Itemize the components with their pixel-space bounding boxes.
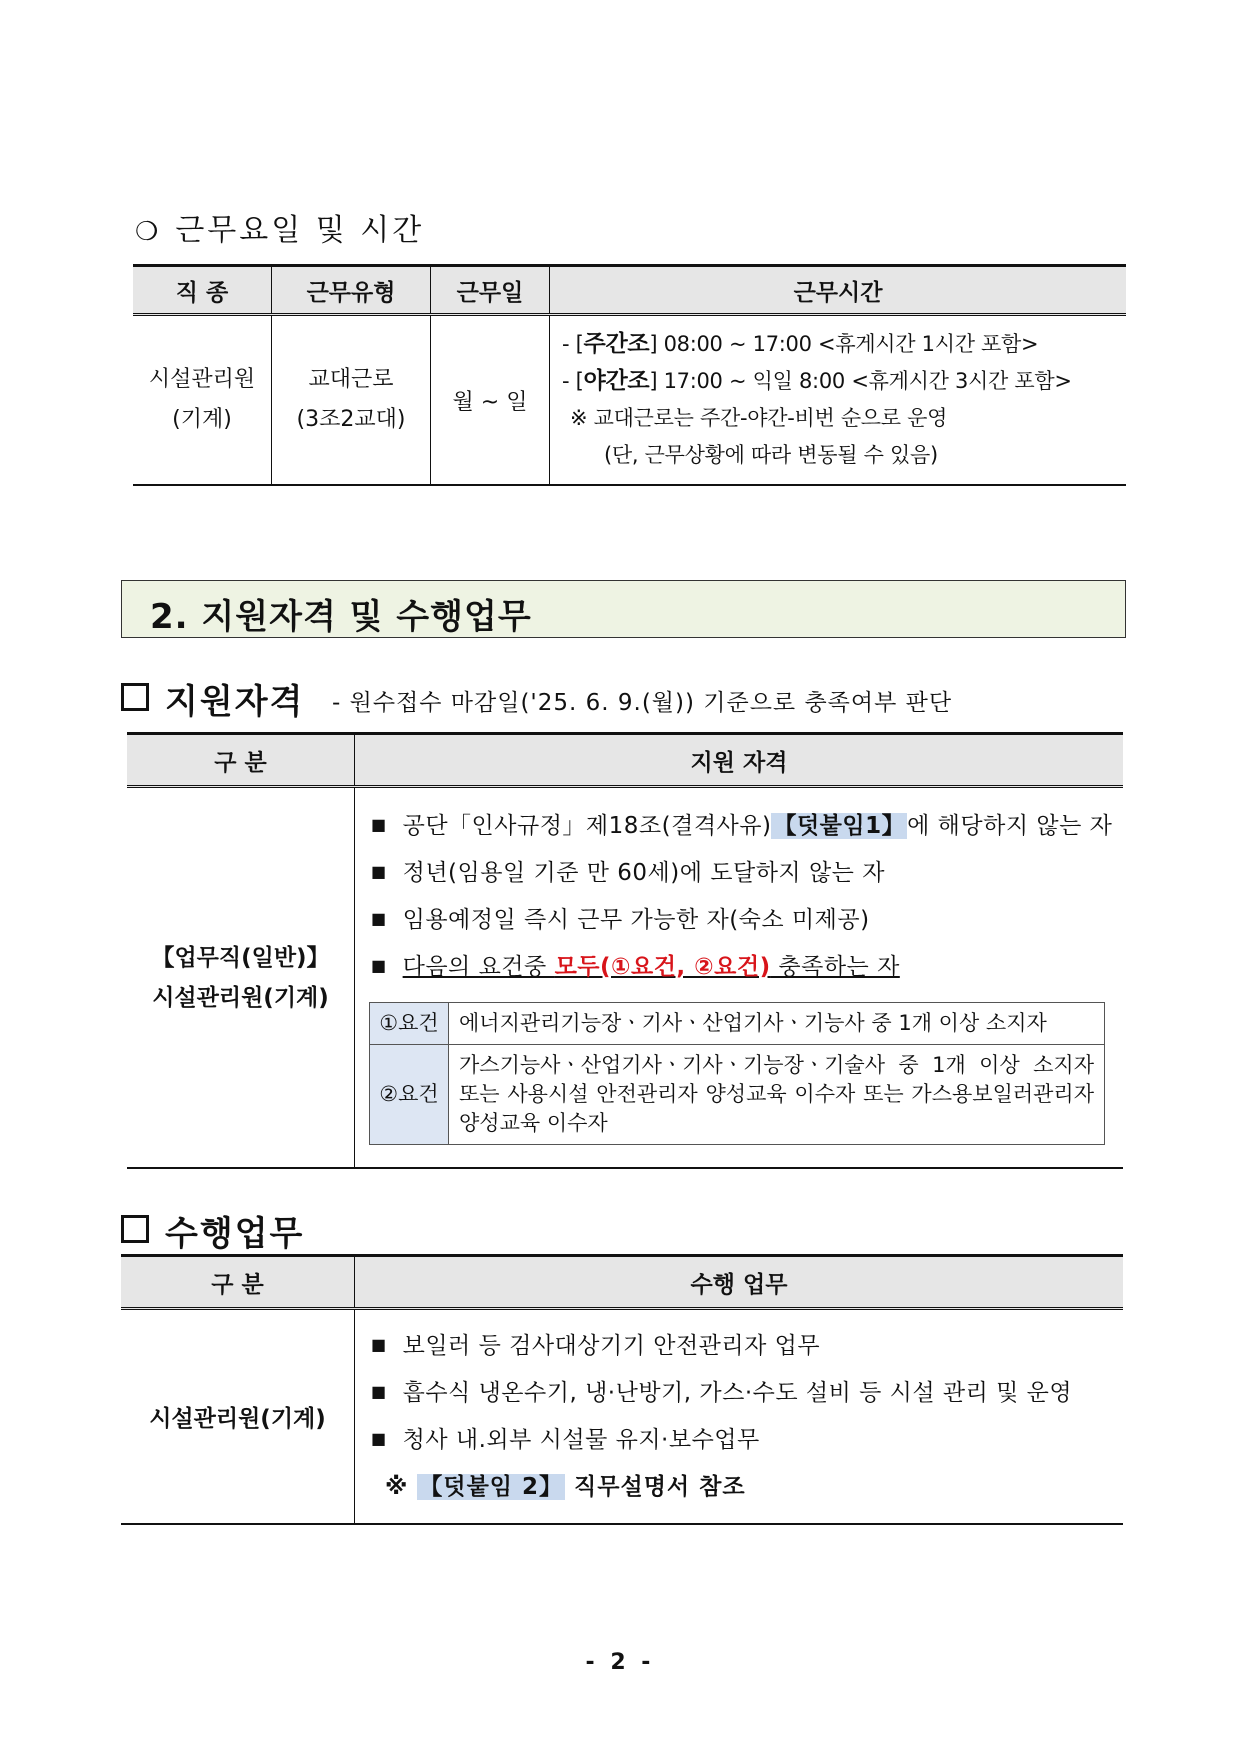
requirement-1-text: 에너지관리기능장ㆍ기사ㆍ산업기사ㆍ기능사 중 1개 이상 소지자 — [449, 1003, 1105, 1045]
work-type-line2: (3조2교대) — [296, 407, 406, 432]
section-2-title: 2. 지원자격 및 수행업무 — [150, 597, 532, 637]
night-shift-label: 야간조 — [583, 368, 650, 394]
schedule-heading — [135, 205, 424, 249]
day-shift-prefix: - [ — [562, 332, 584, 356]
checkbox-square-icon — [121, 1215, 149, 1243]
day-shift-line — [562, 326, 1126, 363]
header-job: 직 종 — [133, 266, 272, 315]
night-shift-prefix: - [ — [562, 369, 584, 393]
square-bullet-icon: ■ — [371, 1429, 387, 1448]
duties-heading — [121, 1206, 304, 1255]
square-bullet-icon: ■ — [371, 956, 387, 975]
item4-underlined — [403, 954, 900, 980]
qualification-deadline-note: - 원수접수 마감일('25. 6. 9.(월)) 기준으로 충족여부 판단 — [332, 690, 953, 716]
qualification-header-row — [127, 734, 1123, 787]
qualification-content-cell — [355, 787, 1124, 1169]
requirement-2-key: ②요건 — [370, 1045, 449, 1145]
work-days-cell: 월 ~ 일 — [431, 315, 550, 486]
day-shift-label: 주간조 — [583, 331, 650, 357]
duty-1-text: 보일러 등 검사대상기기 안전관리자 업무 — [402, 1333, 821, 1359]
work-type-line1: 교대근로 — [308, 367, 394, 392]
job-cell — [133, 315, 272, 486]
duties-content-cell — [355, 1309, 1124, 1525]
list-item — [371, 1416, 1123, 1463]
schedule-heading-text: 근무요일 및 시간 — [175, 213, 425, 248]
qualification-table — [127, 732, 1123, 1169]
qualification-heading-text: 지원자격 — [165, 682, 305, 722]
qualification-row — [127, 787, 1123, 1169]
list-item — [371, 1369, 1123, 1416]
schedule-row — [133, 315, 1126, 486]
qualification-category-cell — [127, 787, 355, 1169]
checkbox-square-icon — [121, 683, 149, 711]
list-item — [371, 943, 1123, 990]
item3-text: 임용예정일 즉시 근무 가능한 자(숙소 미제공) — [402, 907, 870, 933]
header-category: 구 분 — [121, 1256, 355, 1309]
item1-text: 공단「인사규정」제18조(결격사유) — [402, 813, 772, 839]
header-qualification: 지원 자격 — [355, 734, 1124, 787]
requirement-row-2 — [370, 1045, 1105, 1145]
duty-2-text: 흡수식 냉온수기, 냉·난방기, 가스·수도 설비 등 시설 관리 및 운영 — [402, 1380, 1073, 1406]
list-item — [371, 802, 1123, 849]
duties-heading-text: 수행업무 — [165, 1214, 305, 1254]
page-number: - 2 - — [585, 1650, 655, 1675]
item4-text: 다음의 요건중 — [402, 954, 555, 980]
item1-text-post: 에 해당하지 않는 자 — [907, 813, 1113, 839]
schedule-table — [133, 264, 1126, 486]
square-bullet-icon: ■ — [371, 1335, 387, 1354]
requirements-table — [369, 1002, 1105, 1145]
list-item — [371, 1322, 1123, 1369]
list-item — [371, 849, 1123, 896]
qualification-heading — [121, 674, 304, 723]
attachment-2-ref: 【덧붙임 2】 — [419, 1474, 564, 1500]
requirement-1-key: ①요건 — [370, 1003, 449, 1045]
ref-text: 직무설명서 참조 — [565, 1474, 746, 1500]
schedule-header-row — [133, 266, 1126, 315]
item4-text-post: 충족하는 자 — [770, 954, 900, 980]
duties-list — [371, 1322, 1123, 1463]
header-duties: 수행 업무 — [355, 1256, 1124, 1309]
duties-row — [121, 1309, 1123, 1525]
duties-header-row — [121, 1256, 1123, 1309]
attachment-1-ref: 【덧붙임1】 — [773, 813, 906, 839]
night-shift-line — [562, 363, 1126, 400]
item4-requirement-highlight: 모두(①요건, ②요건) — [554, 954, 771, 980]
header-work-type: 근무유형 — [272, 266, 431, 315]
job-line2: (기계) — [172, 407, 232, 432]
category-line1: 【업무직(일반)】 — [151, 944, 330, 971]
requirement-2-text: 가스기능사ㆍ산업기사ㆍ기사ㆍ기능장ㆍ기술사 중 1개 이상 소지자 또는 사용시설 안전관리자 양성교육 이수자 또는 가스용보일러관리자 양성교육 이수자 — [449, 1045, 1105, 1145]
circle-bullet-icon: ❍ — [135, 217, 162, 247]
category-line2: 시설관리원(기계) — [152, 984, 329, 1011]
duties-category-cell: 시설관리원(기계) — [121, 1309, 355, 1525]
night-shift-text: ] 17:00 ~ 익일 8:00 <휴게시간 3시간 포함> — [649, 369, 1072, 393]
item2-text: 정년(임용일 기준 만 60세)에 도달하지 않는 자 — [402, 860, 885, 886]
square-bullet-icon: ■ — [371, 815, 387, 834]
shift-note-sub: (단, 근무상황에 따라 변동될 수 있음) — [604, 443, 938, 467]
header-work-hours: 근무시간 — [550, 266, 1127, 315]
duties-table — [121, 1254, 1123, 1525]
header-category: 구 분 — [127, 734, 355, 787]
section-2-header — [121, 580, 1126, 638]
ref-mark: ※ — [385, 1474, 418, 1500]
header-work-days: 근무일 — [431, 266, 550, 315]
work-type-cell — [272, 315, 431, 486]
qualification-list — [371, 802, 1123, 990]
square-bullet-icon: ■ — [371, 909, 387, 928]
duty-3-text: 청사 내.외부 시설물 유지·보수업무 — [402, 1427, 760, 1453]
requirement-row-1 — [370, 1003, 1105, 1045]
square-bullet-icon: ■ — [371, 862, 387, 881]
day-shift-text: ] 08:00 ~ 17:00 <휴게시간 1시간 포함> — [649, 332, 1039, 356]
shift-note: ※ 교대근로는 주간-야간-비번 순으로 운영 — [570, 406, 948, 430]
job-description-ref — [385, 1465, 1123, 1509]
list-item — [371, 896, 1123, 943]
work-hours-cell — [550, 315, 1127, 486]
job-line1: 시설관리원 — [148, 367, 256, 392]
square-bullet-icon: ■ — [371, 1382, 387, 1401]
